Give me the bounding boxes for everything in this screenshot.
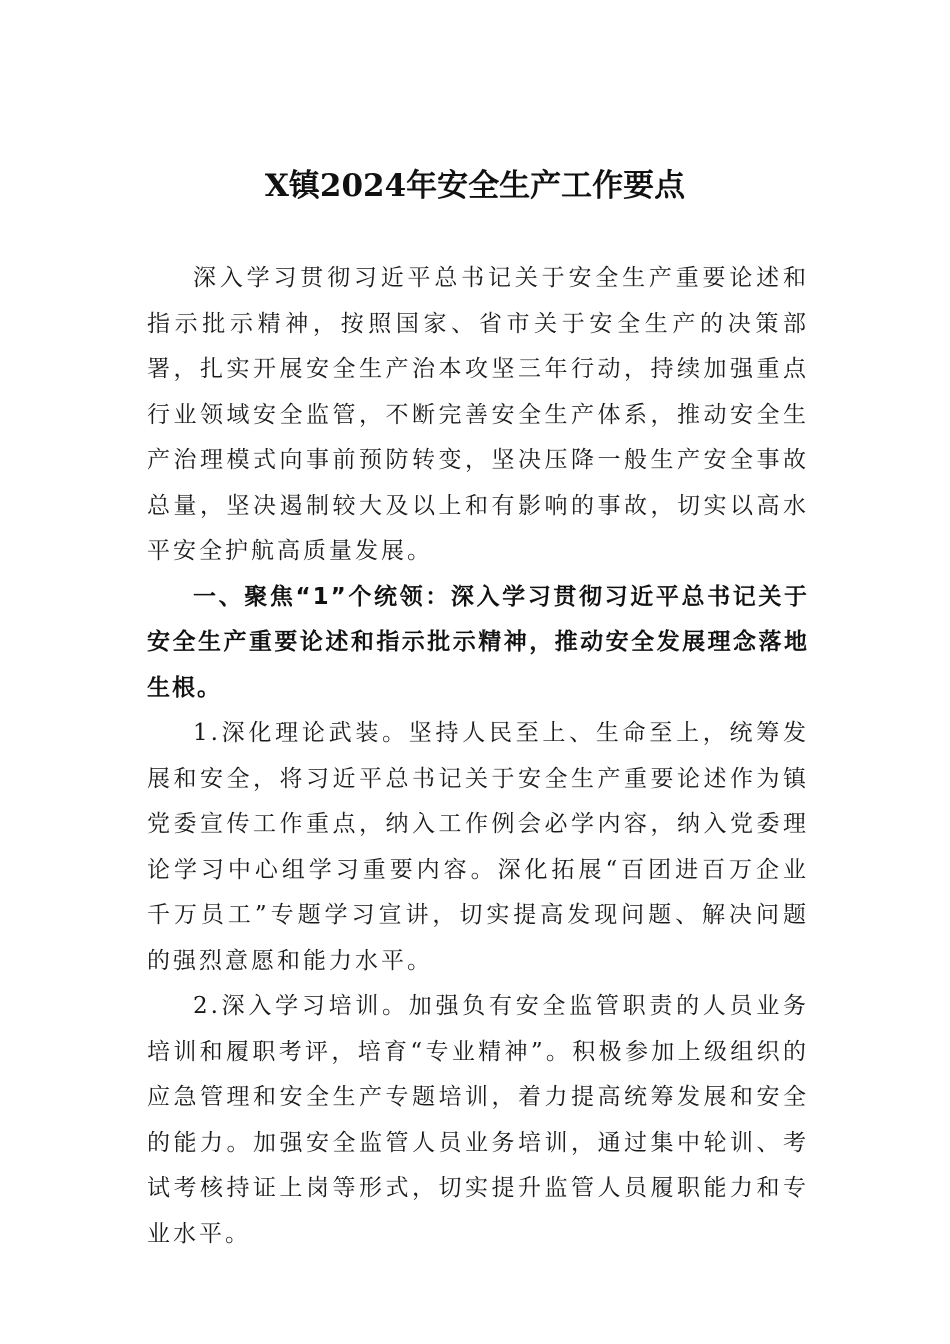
intro-paragraph: 深入学习贯彻习近平总书记关于安全生产重要论述和指示批示精神，按照国家、省市关于安全生产的决策部署，扎实开展安全生产治本攻坚三年行动，持续加强重点行业领域安全监管，不断完善安全生产体系，推动安全生产治理模式向事前预防转变，坚决压降一般生产安全事故总量，坚决遏制较大及以上和有影响的事故，切实以高水平安全护航高质量发展。	[147, 265, 809, 564]
section-heading-1: 一、聚焦“1”个统领：深入学习贯彻习近平总书记关于安全生产重要论述和指示批示精神，推动安全发展理念落地生根。	[147, 583, 809, 701]
document-body	[147, 256, 809, 1257]
item-paragraph-1: 1.深化理论武装。坚持人民至上、生命至上，统筹发展和安全，将习近平总书记关于安全生产重要论述作为镇党委宣传工作重点，纳入工作例会必学内容，纳入党委理论学习中心组学习重要内容。深化拓展“百团进百万企业千万员工”专题学习宣讲，切实提高发现问题、解决问题的强烈意愿和能力水平。	[147, 720, 809, 974]
document-title: X镇2024年安全生产工作要点	[264, 168, 686, 204]
item-paragraph-2: 2.深入学习培训。加强负有安全监管职责的人员业务培训和履职考评，培育“专业精神”。积极参加上级组织的应急管理和安全生产专题培训，着力提高统筹发展和安全的能力。加强安全监管人员业务培训，通过集中轮训、考试考核持证上岗等形式，切实提升监管人员履职能力和专业水平。	[147, 993, 809, 1247]
